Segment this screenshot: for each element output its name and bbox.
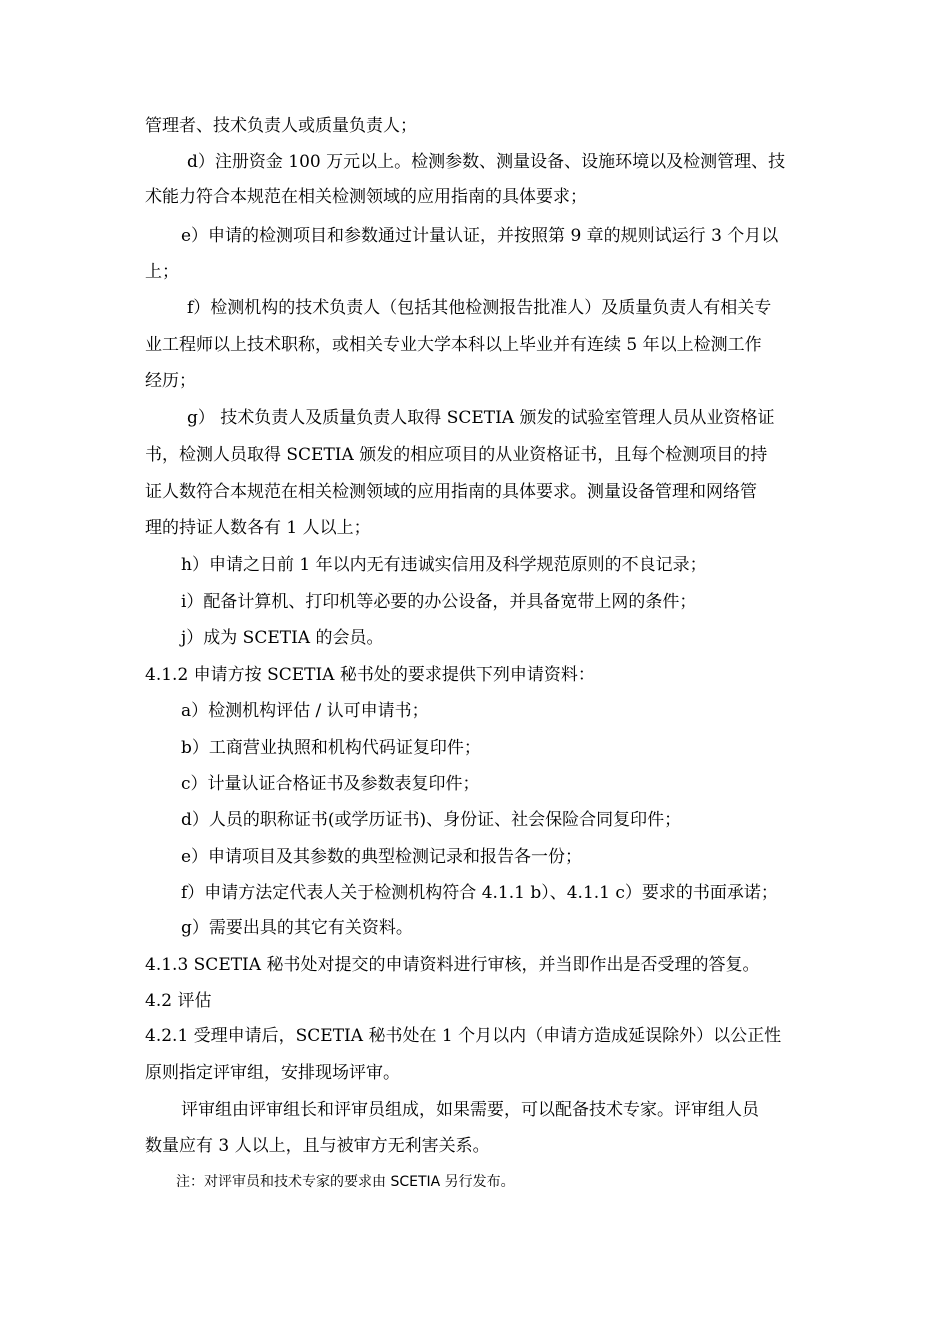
section-heading: 4.1.2 申请方按 SCETIA 秘书处的要求提供下列申请资料： — [145, 665, 595, 685]
list-item: g）需要出具的其它有关资料。 — [181, 918, 413, 938]
text-line: 数量应有 3 人以上，且与被审方无利害关系。 — [145, 1136, 490, 1156]
text-line: 理的持证人数各有 1 人以上； — [145, 518, 371, 538]
section-heading: 4.1.3 SCETIA 秘书处对提交的申请资料进行审核，并当即作出是否受理的答复。 — [145, 955, 760, 975]
text-line: e）申请的检测项目和参数通过计量认证，并按照第 9 章的规则试运行 3 个月以 — [181, 226, 779, 246]
text-line: 书，检测人员取得 SCETIA 颁发的相应项目的从业资格证书，且每个检测项目的持 — [145, 445, 768, 465]
text-line: 原则指定评审组，安排现场评审。 — [145, 1063, 400, 1083]
text-line: 术能力符合本规范在相关检测领域的应用指南的具体要求； — [145, 187, 587, 207]
text-line: 评审组由评审组长和评审员组成，如果需要，可以配备技术专家。评审组人员 — [181, 1100, 759, 1120]
text-line: f）检测机构的技术负责人（包括其他检测报告批准人）及质量负责人有相关专 — [187, 298, 772, 318]
text-line: i）配备计算机、打印机等必要的办公设备，并具备宽带上网的条件； — [181, 592, 697, 612]
text-line: d）注册资金 100 万元以上。检测参数、测量设备、设施环境以及检测管理、技 — [187, 152, 786, 172]
text-line: 管理者、技术负责人或质量负责人； — [145, 116, 417, 136]
list-item: f）申请方法定代表人关于检测机构符合 4.1.1 b）、4.1.1 c）要求的书面承诺； — [181, 883, 778, 903]
text-line: g） 技术负责人及质量负责人取得 SCETIA 颁发的试验室管理人员从业资格证 — [187, 408, 775, 428]
text-line: 上； — [145, 262, 179, 282]
list-item: a）检测机构评估 / 认可申请书； — [181, 701, 429, 721]
section-heading: 4.2 评估 — [145, 991, 212, 1011]
text-line: j）成为 SCETIA 的会员。 — [181, 628, 384, 648]
list-item: d）人员的职称证书(或学历证书)、身份证、社会保险合同复印件； — [181, 810, 682, 830]
section-heading: 4.2.1 受理申请后，SCETIA 秘书处在 1 个月以内（申请方造成延误除外）以公正性 — [145, 1026, 782, 1046]
list-item: e）申请项目及其参数的典型检测记录和报告各一份； — [181, 847, 583, 867]
text-line: h）申请之日前 1 年以内无有违诚实信用及科学规范原则的不良记录； — [181, 555, 707, 575]
text-line: 业工程师以上技术职称，或相关专业大学本科以上毕业并有连续 5 年以上检测工作 — [145, 335, 762, 355]
list-item: b）工商营业执照和机构代码证复印件； — [181, 738, 481, 758]
text-line: 经历； — [145, 371, 196, 391]
list-item: c）计量认证合格证书及参数表复印件； — [181, 774, 480, 794]
text-line: 证人数符合本规范在相关检测领域的应用指南的具体要求。测量设备管理和网络管 — [145, 482, 757, 502]
note: 注：对评审员和技术专家的要求由 SCETIA 另行发布。 — [176, 1174, 515, 1190]
